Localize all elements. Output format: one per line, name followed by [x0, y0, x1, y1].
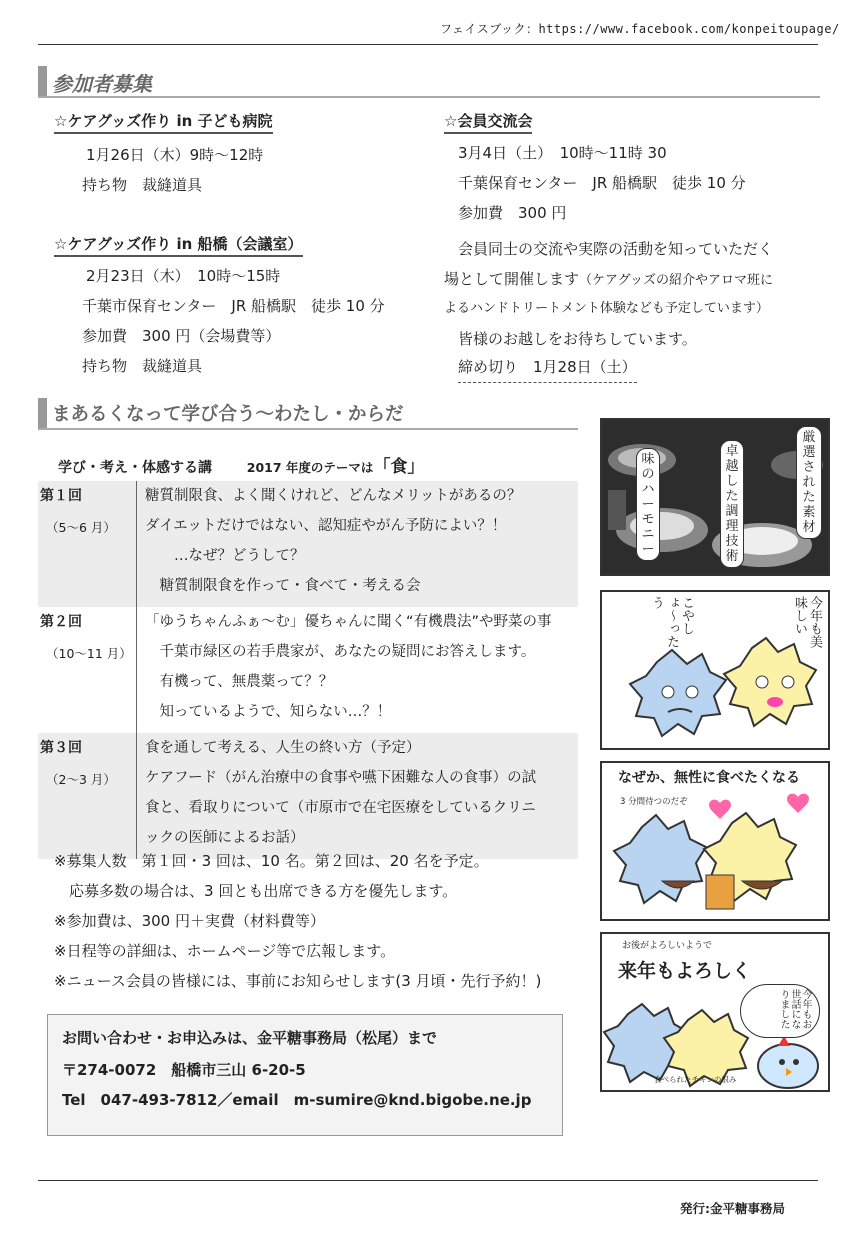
session-content: [137, 607, 579, 733]
session-content: [137, 733, 579, 859]
event-place: 千葉市保育センター JR 船橋駅 徒歩 10 分: [82, 297, 385, 315]
session-label: [38, 733, 137, 859]
event-date: 3月4日（土） 10時～11時 30: [458, 144, 667, 162]
bottom-divider: [38, 1180, 818, 1181]
note-item: ※募集人数 第１回・3 回は、10 名。第２回は、20 名を予定。: [54, 852, 489, 870]
section-bar: [38, 66, 47, 98]
event-date: 1月26日（木）9時～12時: [86, 146, 264, 164]
event-deadline: 締め切り 1月28日（土）: [458, 354, 637, 383]
session-line: 糖質制限食、よく聞くけれど、どんなメリットがあるの？: [145, 488, 522, 504]
table-row: [38, 607, 578, 733]
section-underline: [38, 96, 820, 98]
facebook-url: フェイスブック：https://www.facebook.com/konpeitoupage/: [440, 22, 840, 36]
bubble-technique: 卓越した調理技術: [720, 440, 744, 568]
table-row: [38, 733, 578, 859]
note-item: ※ニュース会員の皆様には、事前にお知らせします(3 月頃・先行予約！): [54, 972, 542, 990]
contact-box: [47, 1014, 563, 1136]
bubble-left: こやしょ〜ったう: [649, 596, 694, 648]
event-desc-small: よるハンドトリートメント体験なども予定しています）: [444, 301, 769, 316]
theme-value: 「食」: [373, 457, 425, 477]
notes-list: [54, 846, 541, 996]
bubble-right: 今年も美味しい: [792, 596, 822, 648]
session-line: ケアフード（がん治療中の食事や嚥下困難な人の食事）の試: [145, 770, 537, 786]
section-heading-recruit: [38, 66, 820, 98]
section-underline: [38, 428, 578, 430]
event-care-goods-funabashi: [54, 233, 385, 381]
event-fee: 参加費 300 円（会場費等）: [82, 327, 281, 345]
session-number: 第２回: [40, 614, 82, 630]
event-care-goods-hospital: [54, 110, 273, 200]
program-table: [38, 481, 578, 859]
session-label: [38, 481, 137, 607]
panel-title: なぜか、無性に食べたくなる: [618, 770, 800, 786]
contact-tel-email: Tel 047-493-7812／email m-sumire@knd.bigobe.ne.jp: [62, 1091, 532, 1109]
bubble-ingredients: 厳選された素材: [796, 426, 822, 539]
event-desc-text: 場として開催します: [444, 270, 580, 288]
session-line: …なぜ？どうして？: [145, 548, 305, 564]
section-title: まあるくなって学び合う～わたし・からだ: [52, 404, 404, 425]
event-welcome: 皆様のお越しをお待ちしています。: [458, 330, 697, 348]
session-line: 食と、看取りについて（市原市で在宅医療をしているクリニ: [145, 800, 536, 816]
contact-heading: お問い合わせ・お申込みは、金平糖事務局（松尾）まで: [62, 1029, 438, 1047]
event-title: ☆会員交流会: [444, 110, 532, 134]
panel-caption: 食べられたチキンの恨み: [654, 1075, 737, 1084]
session-line: ックの医師によるお話）: [145, 830, 305, 846]
session-period: （10～11 月）: [46, 646, 132, 661]
note-item: ※日程等の詳細は、ホームページ等で広報します。: [54, 942, 396, 960]
note-item: 応募多数の場合は、3 回とも出席できる方を優先します。: [54, 882, 458, 900]
session-line: 「ゆうちゃんふぁ～む」優ちゃんに聞く“有機農法”や野菜の事: [145, 614, 552, 630]
session-period: （5～6 月）: [46, 520, 116, 535]
bubble-harmony: 味のハーモニー: [636, 448, 660, 561]
panel-small-text: 3 分間待つのだぞ: [620, 797, 688, 807]
session-content: [137, 481, 579, 607]
session-number: 第１回: [40, 488, 82, 504]
event-title: ☆ケアグッズ作り in 船橋（会議室）: [54, 233, 303, 257]
panel-small-text: お後がよろしいようで: [622, 941, 713, 951]
section-title: 参加者募集: [52, 72, 152, 96]
top-divider: [38, 44, 818, 45]
publisher: 発行:金平糖事務局: [680, 1201, 785, 1216]
session-label: [38, 607, 137, 733]
session-line: 千葉市緑区の若手農家が、あなたの疑問にお答えします。: [145, 644, 536, 660]
session-line: ダイエットだけではない、認知症やがん予防によい？！: [145, 518, 507, 534]
session-line: 知っているようで、知らない…？！: [145, 704, 392, 720]
contact-address: 〒274-0072 船橋市三山 6-20-5: [62, 1061, 306, 1079]
manga-panel-characters: [600, 590, 830, 750]
event-member-exchange: [444, 110, 824, 383]
note-item: ※参加費は、300 円＋実費（材料費等）: [54, 912, 325, 930]
event-desc: [444, 264, 824, 294]
manga-panel-food: [600, 418, 830, 576]
session-line: 食を通して考える、人生の終い方（予定）: [145, 740, 421, 756]
event-bring: 持ち物 裁縫道具: [82, 176, 203, 194]
learn-subtitle: 学び・考え・体感する講: [58, 460, 212, 476]
table-row: [38, 481, 578, 607]
event-desc: 会員同士の交流や実際の活動を知っていただく: [458, 240, 774, 258]
panel-big-text: 来年もよろしく: [618, 960, 752, 982]
bubble-thanks: 今年もお世話になりました: [740, 984, 820, 1038]
event-desc-small: （ケアグッズの紹介やアロマ班に: [579, 273, 773, 288]
event-fee: 参加費 300 円: [458, 204, 567, 222]
learn-subtitle-row: [58, 452, 424, 477]
manga-panel-goodbye: [600, 932, 830, 1092]
session-number: 第３回: [40, 740, 82, 756]
section-bar: [38, 398, 47, 430]
session-line: 有機って、無農薬って？？: [145, 674, 334, 690]
event-title: ☆ケアグッズ作り in 子ども病院: [54, 110, 273, 134]
event-date: 2月23日（木） 10時～15時: [86, 267, 281, 285]
session-period: （2～3 月）: [46, 772, 116, 787]
manga-panel-noodles: [600, 761, 830, 921]
section-heading-learn: [38, 398, 578, 430]
theme-label: 2017 年度のテーマは: [246, 460, 374, 475]
session-line: 糖質制限食を作って・食べて・考える会: [145, 578, 421, 594]
event-place: 千葉保育センター JR 船橋駅 徒歩 10 分: [458, 174, 746, 192]
event-bring: 持ち物 裁縫道具: [82, 357, 203, 375]
